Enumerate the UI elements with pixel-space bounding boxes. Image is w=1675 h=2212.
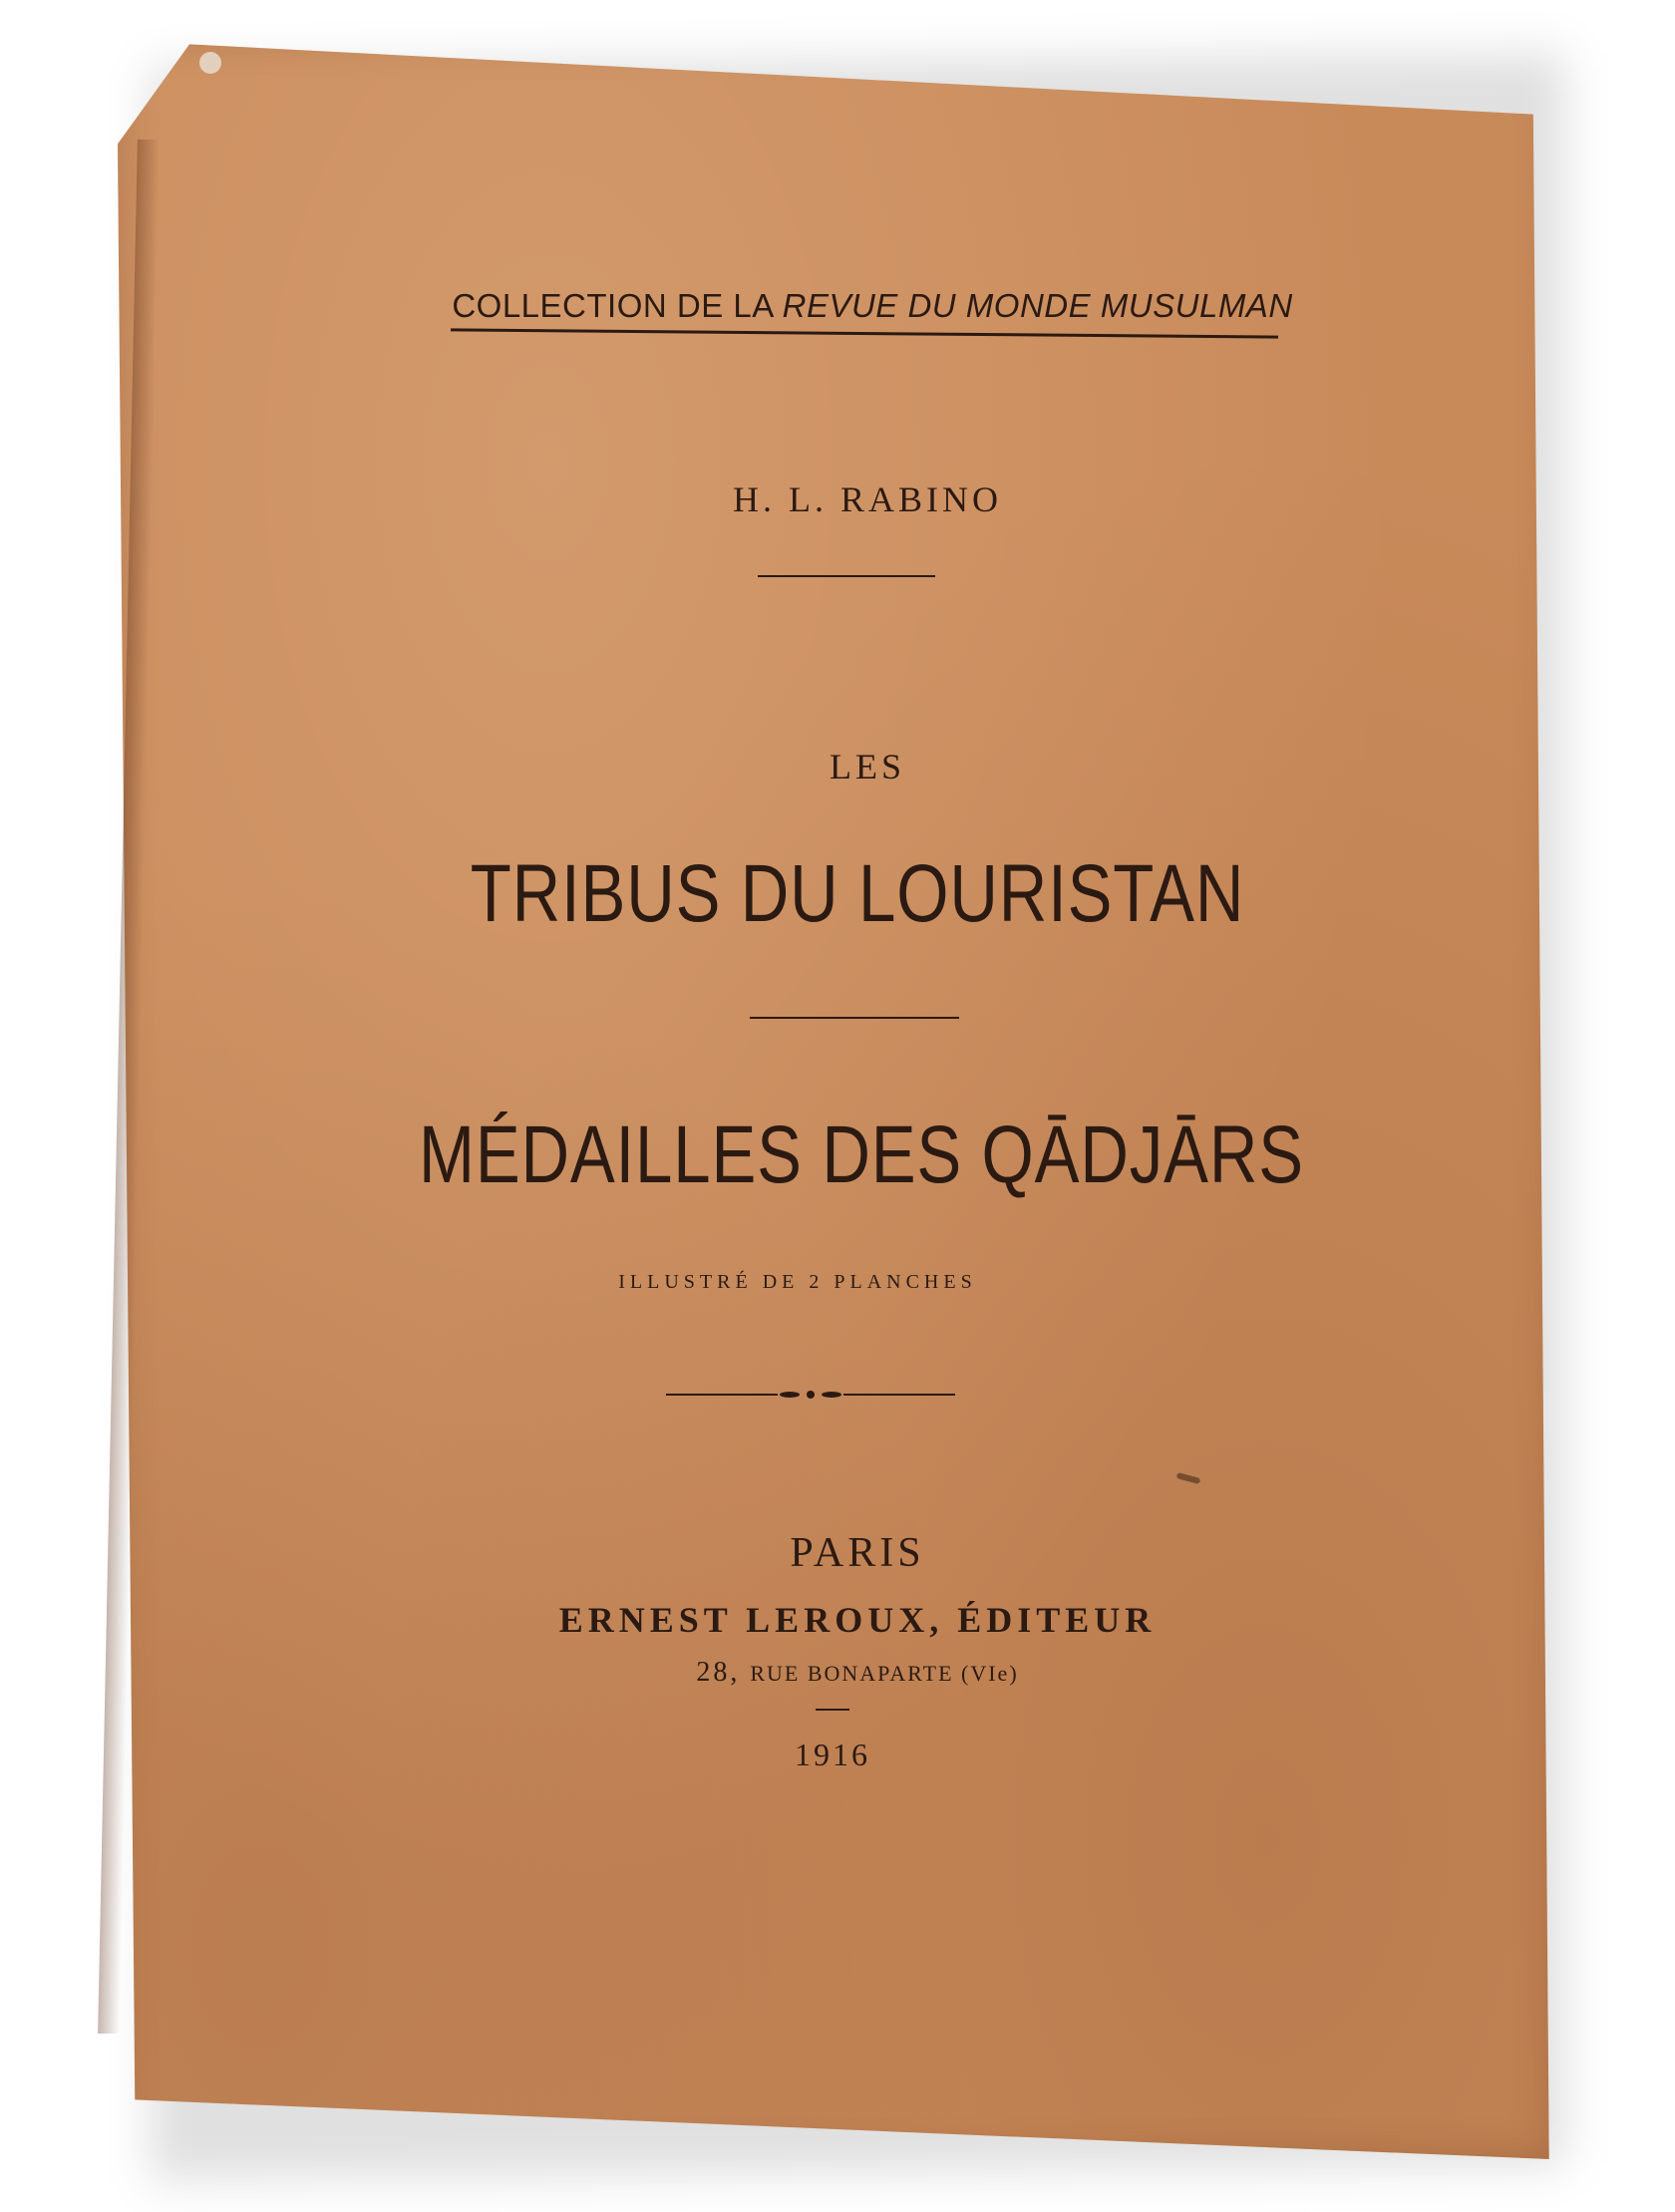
address-street: RUE BONAPARTE (VIe) [750,1661,1019,1686]
address-number: 28, [696,1657,741,1688]
title-main: TRIBUS DU LOURISTAN [470,848,1245,939]
collection-line [449,287,1296,325]
address [499,1657,1216,1689]
author-rule [758,575,935,577]
author-name: H. L. RABINO [733,479,1002,519]
title-secondary: MÉDAILLES DES QĀDJĀRS [419,1109,1304,1200]
collection-prefix: COLLECTION DE LA [452,287,773,324]
subtitle: ILLUSTRÉ DE 2 PLANCHES [618,1271,977,1293]
collection-rule [451,328,1278,338]
city: PARIS [790,1530,925,1576]
year-rule [816,1709,849,1711]
title-rule [750,1017,959,1019]
year: 1916 [795,1737,870,1772]
publisher: ERNEST LEROUX, ÉDITEUR [558,1600,1157,1640]
ink-mark [1176,1472,1201,1484]
ornament-divider [666,1388,955,1402]
collection-series: REVUE DU MONDE MUSULMAN [782,287,1293,324]
title-article: LES [829,747,905,787]
